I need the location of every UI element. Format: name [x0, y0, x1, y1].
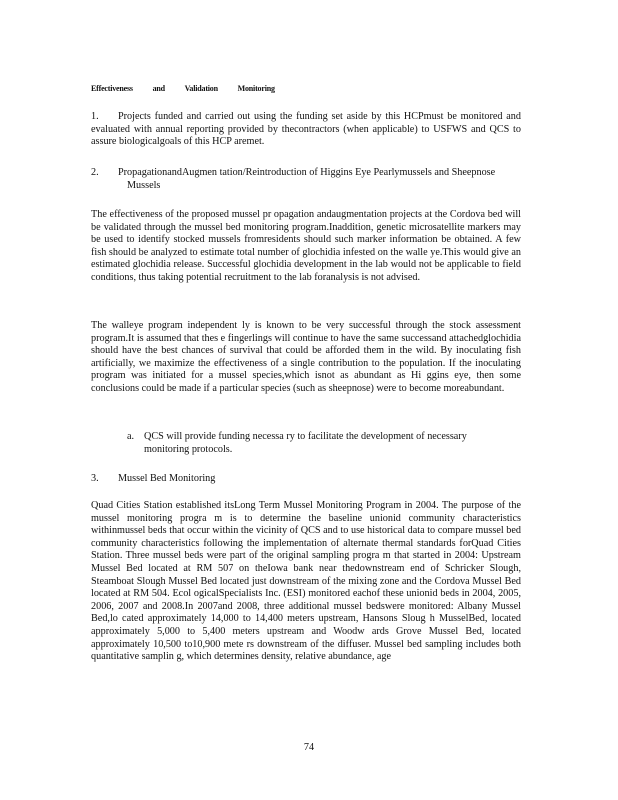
item-3-heading: Mussel Bed Monitoring: [118, 473, 216, 484]
item-2-number: 2.: [91, 167, 99, 178]
item-1-number: 1.: [91, 111, 99, 122]
paragraph-propagation: The effectiveness of the proposed mussel pr opagation andaugmentation projects at the Cordova bed will be validated through the mussel bed monitoring program.Inaddition, genetic microsatellite markers may be used to identify stocked mussels fromresidents should such marker information be obtained. A few fish should be analyzed to estimate total number of glochidia infested on the walle ye.This would give an estimated glochidia release. Successful glochidia development in the lab would not be applicable to field conditions, thus taking potential recruitment to the lab foranalysis is not advised.: [91, 209, 521, 283]
paragraph-walleye: The walleye program independent ly is known to be very successful through the stock assessment program.It is assumed that thes e fingerlings will continue to have the same successand attachedglochidia should have the best chances of survival that could be afforded them in the wild. By inoculating fish artificially, we maximize the effectiveness of a single contribution to the population. If the inoculating program was initiated for a mussel species,which isnot as abundant as Hi ggins eye, then some conclusions could be made if a particular species (such as sheepnose) were to become moreabundant.: [91, 320, 521, 394]
item-3-number: 3.: [91, 473, 99, 484]
item-2-text: PropagationandAugmen tation/Reintroduction of Higgins Eye Pearlymussels and Sheepnose Mussels: [118, 167, 496, 191]
item-2-heading: [118, 167, 521, 192]
section-heading: Effectiveness and Validation Monitoring: [91, 84, 275, 93]
sub-item-a-text: QCS will provide funding necessa ry to facilitate the development of necessary monitoring protocols.: [144, 431, 467, 455]
item-1-text: Projects funded and carried out using the funding set aside by this HCPmust be monitored and evaluated with annual reporting provided by thecontractors (when applicable) to USFWS and QCS to assure biologicalgoals of this HCP aremet.: [91, 111, 521, 148]
sub-item-a-letter: a.: [127, 431, 135, 442]
paragraph-mussel-monitoring: Quad Cities Station established itsLong Term Mussel Monitoring Program in 2004. The purpose of the mussel monitoring progra m is to determine the baseline unionid community characteristics withinmussel beds that occur within the vicinity of QCS and to use historical data to compare mussel bed community characteristics following the implementation of alternate thermal standards forQuad Cities Station. Three mussel beds were part of the original sampling progra m that started in 2004: Upstream Mussel Bed located at RM 507 on theIowa bank near thedownstream end of Schricker Slough, Steamboat Slough Mussel Bed located just downstream of the mixing zone and the Cordova Mussel Bed located at RM 504. Ecol ogicalSpecialists Inc. (ESI) monitored eachof these unionid beds in 2004, 2005, 2006, 2007 and 2008.In 2007and 2008, three additional mussel bedswere monitored: Albany Mussel Bed,lo cated approximately 14,000 to 14,400 meters upstream, Hansons Sloug h MusselBed, located approximately 5,000 to 5,400 meters upstream and Woodw ards Grove Mussel Bed, located approximately 10,500 to10,900 mete rs downstream of the diffuser. Mussel bed sampling includes both quantitative samplin g, which determines density, relative abundance, age: [91, 500, 521, 663]
page-number: 74: [303, 742, 315, 753]
